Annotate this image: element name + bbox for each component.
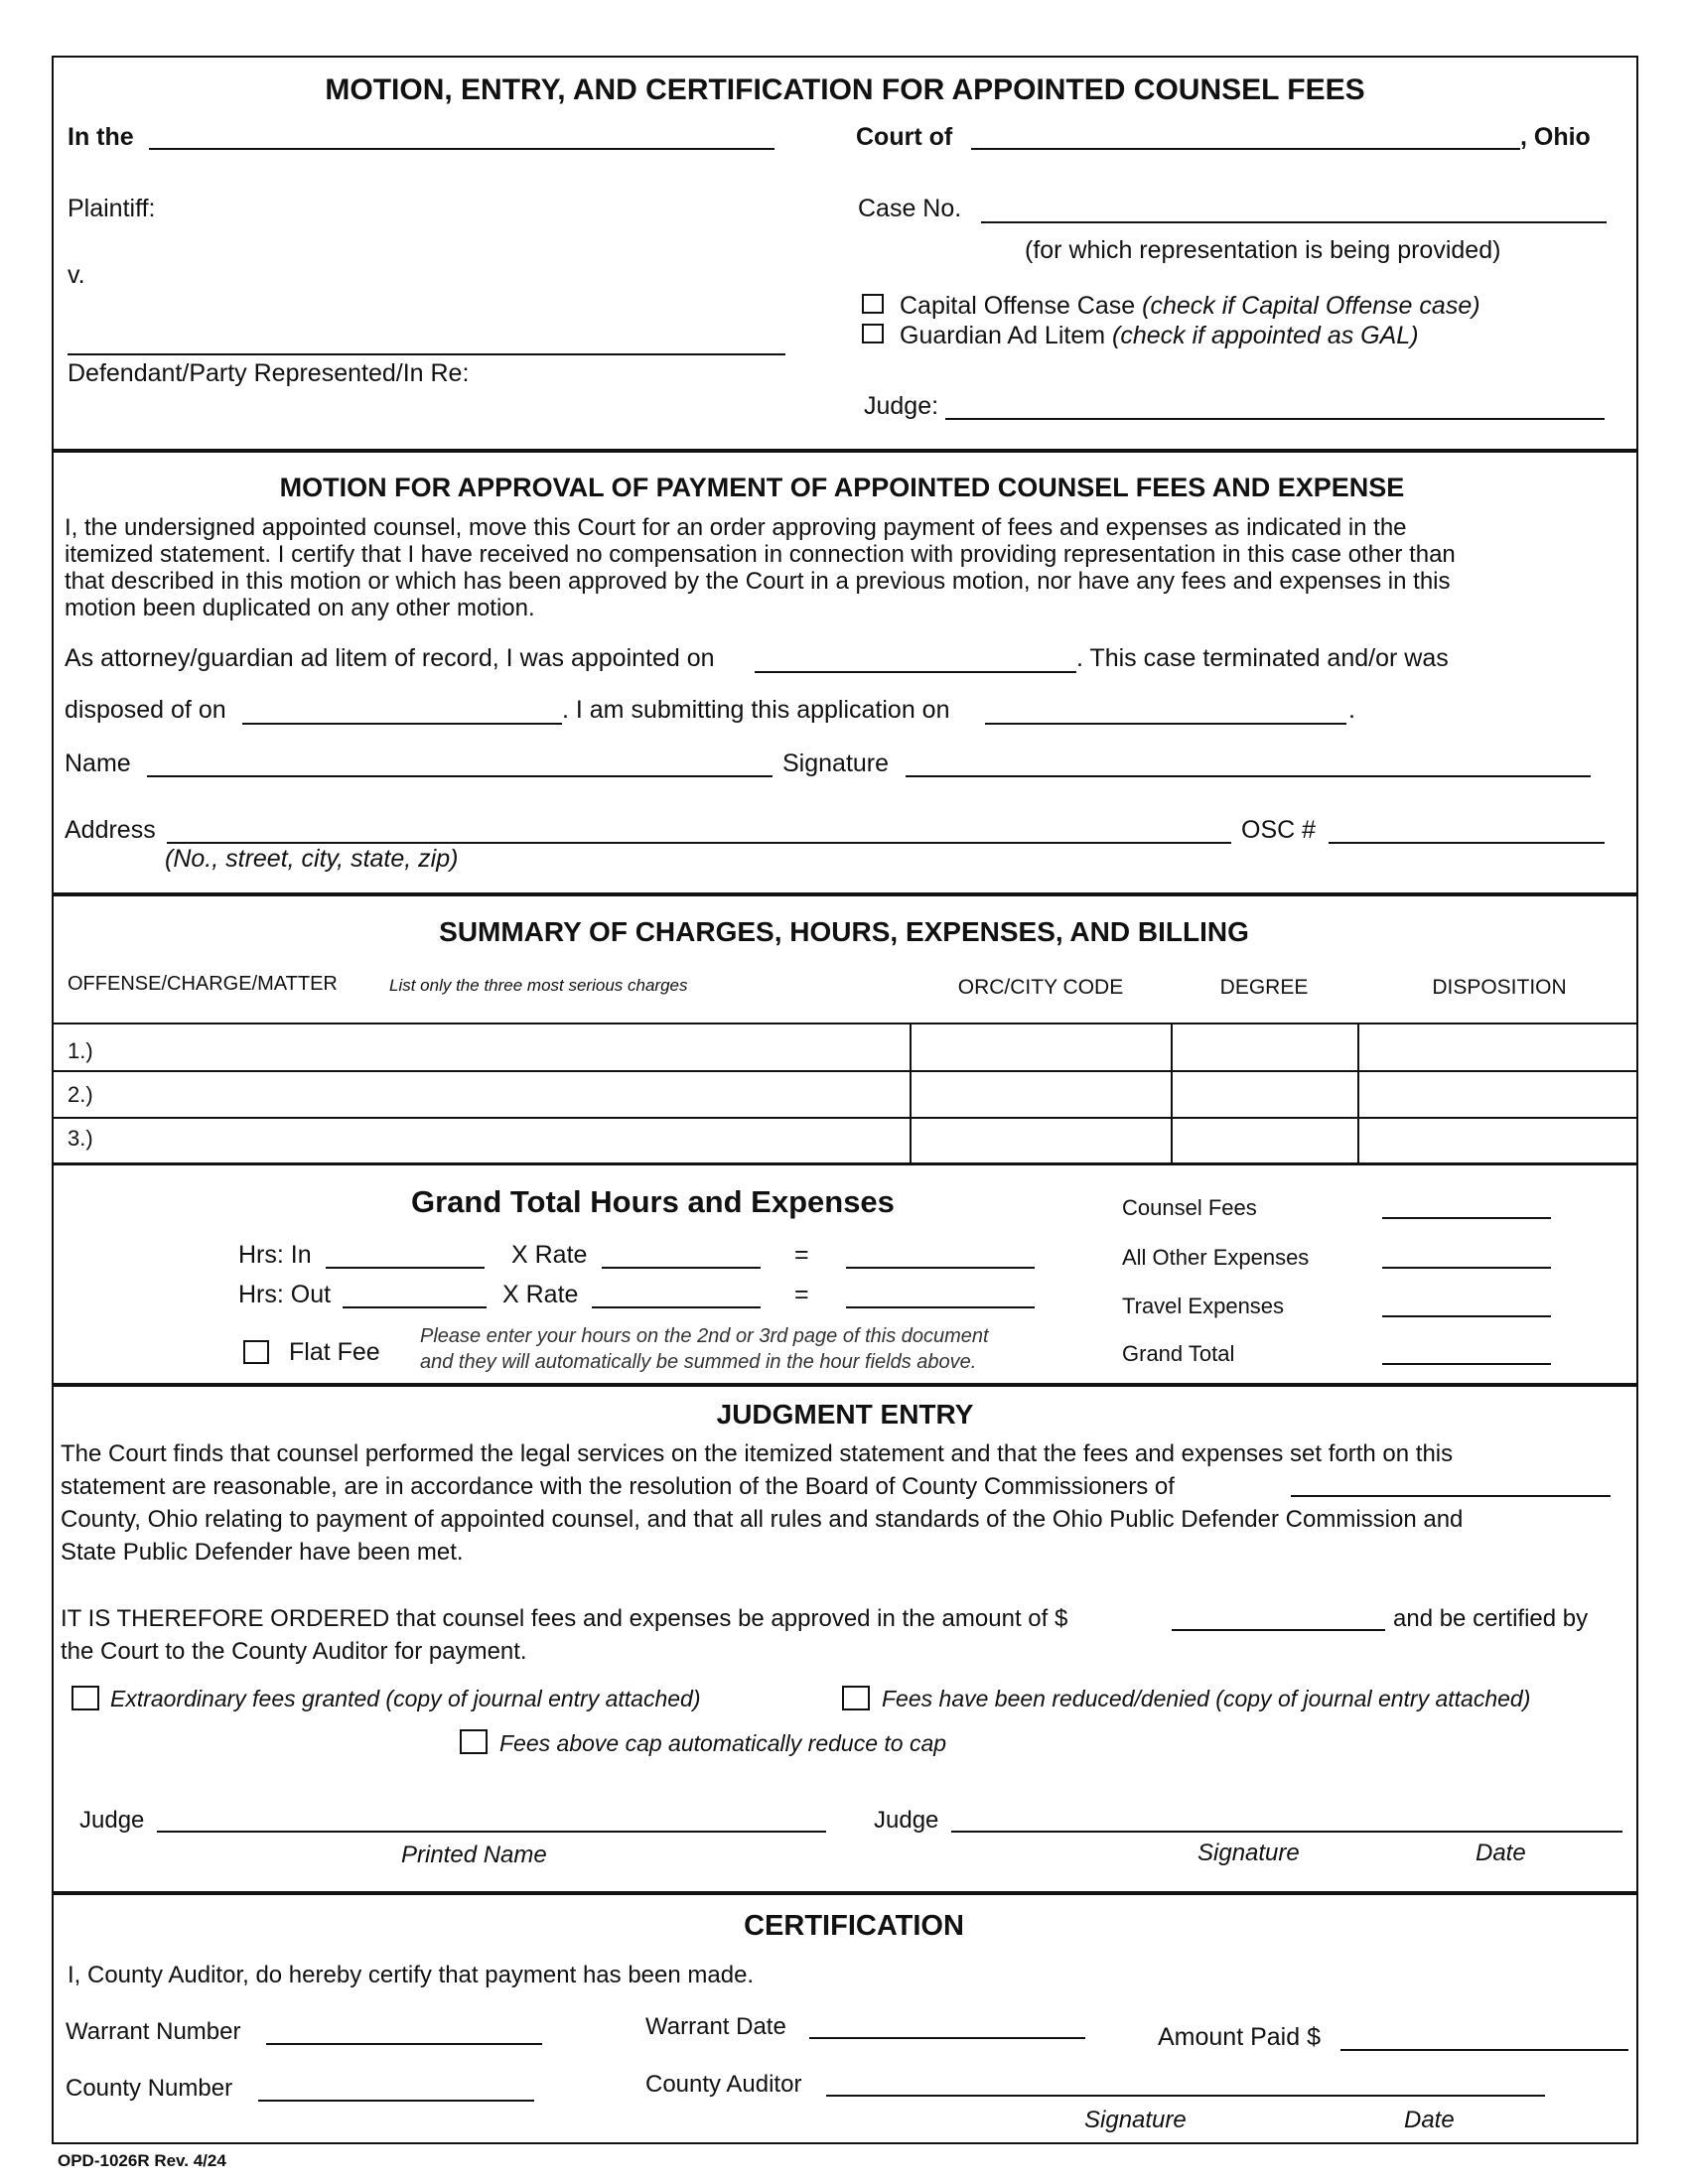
court-of-label: Court of: [856, 123, 953, 151]
judgment-title: JUDGMENT ENTRY: [716, 1399, 974, 1430]
other-expenses-label: All Other Expenses: [1122, 1245, 1310, 1270]
equals-sign: =: [794, 1281, 809, 1308]
hours-note-2: and they will automatically be summed in the hour fields above.: [420, 1351, 977, 1373]
warrant-date-field[interactable]: [809, 2037, 1085, 2039]
counsel-fees-field[interactable]: [1382, 1217, 1551, 1219]
capital-offense-checkbox[interactable]: [862, 294, 884, 314]
extraordinary-fees-checkbox[interactable]: [71, 1686, 99, 1710]
submitting-label: . I am submitting this application on: [562, 696, 950, 724]
rate-in-field[interactable]: [602, 1267, 761, 1269]
amount-paid-label: Amount Paid $: [1158, 2023, 1321, 2051]
section-divider: [52, 1162, 1638, 1165]
total-in-field[interactable]: [846, 1267, 1035, 1269]
judge-signature-field[interactable]: [951, 1831, 1622, 1833]
capital-offense-label: Capital Offense Case (check if Capital Offense case): [900, 292, 1480, 320]
ordered-text-end: and be certified by: [1393, 1605, 1589, 1632]
judge-signature-label: Judge: [874, 1807, 939, 1834]
table-line: [52, 1070, 1638, 1072]
table-col-line: [910, 1023, 912, 1164]
other-expenses-field[interactable]: [1382, 1267, 1551, 1269]
appointed-date-field[interactable]: [755, 671, 1076, 673]
disposed-date-field[interactable]: [242, 723, 562, 725]
hrs-out-field[interactable]: [343, 1306, 487, 1308]
form-title: MOTION, ENTRY, AND CERTIFICATION FOR APPOINTED COUNSEL FEES: [325, 73, 1365, 106]
above-cap-checkbox[interactable]: [460, 1729, 488, 1754]
certification-title: CERTIFICATION: [744, 1910, 964, 1942]
board-county-field[interactable]: [1291, 1495, 1611, 1497]
motion-title: MOTION FOR APPROVAL OF PAYMENT OF APPOINTED COUNSEL FEES AND EXPENSE: [279, 473, 1405, 502]
guardian-ad-litem-checkbox[interactable]: [862, 324, 884, 343]
totals-title: Grand Total Hours and Expenses: [411, 1184, 895, 1219]
defendant-field[interactable]: [68, 353, 785, 355]
plaintiff-label: Plaintiff:: [68, 195, 156, 222]
fees-reduced-checkbox[interactable]: [842, 1686, 870, 1710]
total-out-field[interactable]: [846, 1306, 1035, 1308]
address-hint: (No., street, city, state, zip): [165, 845, 459, 873]
county-auditor-label: County Auditor: [645, 2071, 802, 2098]
grand-total-label: Grand Total: [1122, 1341, 1235, 1366]
guardian-ad-litem-label: Guardian Ad Litem (check if appointed as GAL): [900, 322, 1419, 349]
judge-printed-label: Judge: [79, 1807, 145, 1834]
table-row[interactable]: 2.): [68, 1082, 93, 1107]
case-note: (for which representation is being provided): [1025, 236, 1501, 264]
table-col-line: [1171, 1023, 1173, 1164]
table-row[interactable]: 1.): [68, 1038, 93, 1063]
court-name-field[interactable]: [149, 148, 774, 150]
col-offense: OFFENSE/CHARGE/MATTER: [68, 973, 338, 995]
judgment-paragraph: The Court finds that counsel performed the legal services on the itemized statement and that the fees and expenses set forth on this statement are reasonable, are in accordance with the resolution of the Board of County Commissioners of County, Ohio relating to payment of appointed counsel, and that all rules and standards of the Ohio Public Defender Commission and State Public Defender have been met.: [61, 1440, 1464, 1566]
court-county-field[interactable]: [971, 148, 1520, 150]
case-no-label: Case No.: [858, 195, 962, 222]
ordered-text: IT IS THEREFORE ORDERED that counsel fees and expenses be approved in the amount of $: [61, 1605, 1068, 1632]
table-line: [52, 1117, 1638, 1119]
col-degree: DEGREE: [1219, 976, 1309, 999]
x-rate-label: X Rate: [511, 1241, 588, 1269]
flat-fee-checkbox[interactable]: [243, 1340, 269, 1364]
counsel-fees-label: Counsel Fees: [1122, 1195, 1257, 1220]
ohio-label: , Ohio: [1520, 123, 1591, 151]
col-disposition: DISPOSITION: [1432, 976, 1567, 999]
hrs-out-label: Hrs: Out: [238, 1281, 332, 1308]
period: .: [1348, 696, 1355, 724]
summary-title: SUMMARY OF CHARGES, HOURS, EXPENSES, AND BILLING: [439, 916, 1249, 947]
warrant-number-field[interactable]: [266, 2043, 542, 2045]
ordered-text-2: the Court to the County Auditor for payment.: [61, 1638, 527, 1665]
section-divider: [52, 892, 1638, 896]
case-no-field[interactable]: [981, 221, 1607, 223]
address-field[interactable]: [167, 842, 1231, 844]
disposed-on-label: disposed of on: [65, 696, 226, 724]
table-row[interactable]: 3.): [68, 1126, 93, 1151]
warrant-number-label: Warrant Number: [66, 2018, 241, 2045]
fees-reduced-label: Fees have been reduced/denied (copy of journal entry attached): [882, 1686, 1531, 1711]
auditor-date-caption: Date: [1404, 2107, 1455, 2133]
approved-amount-field[interactable]: [1172, 1629, 1385, 1631]
header-judge-field[interactable]: [945, 418, 1605, 420]
county-number-label: County Number: [66, 2075, 233, 2102]
equals-sign: =: [794, 1241, 809, 1269]
counsel-name-field[interactable]: [147, 775, 773, 777]
grand-total-field[interactable]: [1382, 1363, 1551, 1365]
hours-note-1: Please enter your hours on the 2nd or 3rd page of this document: [420, 1325, 989, 1347]
signature-label: Signature: [782, 750, 890, 777]
county-number-field[interactable]: [258, 2100, 534, 2102]
appointed-on-label: As attorney/guardian ad litem of record, I was appointed on: [65, 644, 715, 672]
travel-expenses-label: Travel Expenses: [1122, 1294, 1285, 1318]
section-divider: [52, 449, 1638, 453]
flat-fee-label: Flat Fee: [289, 1338, 380, 1366]
section-divider: [52, 1383, 1638, 1387]
col-offense-note: List only the three most serious charges: [389, 976, 688, 995]
judge-date-caption: Date: [1476, 1840, 1526, 1866]
hrs-in-field[interactable]: [326, 1267, 485, 1269]
osc-label: OSC #: [1241, 816, 1317, 844]
motion-paragraph: I, the undersigned appointed counsel, move this Court for an order approving payment of fees and expenses as indicated in the itemized statement. I certify that I have received no compensation in connection with providing representation in this case other than that described in this motion or which has been approved by the Court in a previous motion, nor have any fees and expenses in this motion been duplicated on any other motion.: [65, 514, 1456, 621]
auditor-signature-caption: Signature: [1084, 2107, 1187, 2133]
amount-paid-field[interactable]: [1340, 2049, 1628, 2051]
x-rate-label: X Rate: [502, 1281, 579, 1308]
osc-field[interactable]: [1329, 842, 1605, 844]
judge-printed-name-field[interactable]: [157, 1831, 826, 1833]
above-cap-label: Fees above cap automatically reduce to cap: [499, 1730, 947, 1756]
rate-out-field[interactable]: [592, 1306, 761, 1308]
col-code: ORC/CITY CODE: [957, 976, 1124, 999]
terminated-label: . This case terminated and/or was: [1076, 644, 1449, 672]
versus-label: v.: [68, 261, 85, 289]
printed-name-caption: Printed Name: [401, 1842, 547, 1868]
table-line: [52, 1023, 1638, 1024]
header-judge-label: Judge:: [864, 392, 939, 420]
extraordinary-fees-label: Extraordinary fees granted (copy of journal entry attached): [110, 1686, 701, 1711]
form-id: OPD-1026R Rev. 4/24: [58, 2151, 226, 2170]
in-the-label: In the: [68, 123, 134, 151]
table-col-line: [1357, 1023, 1359, 1164]
name-label: Name: [65, 750, 131, 777]
judge-signature-caption: Signature: [1197, 1840, 1300, 1866]
hrs-in-label: Hrs: In: [238, 1241, 312, 1269]
address-label: Address: [65, 816, 156, 844]
defendant-label: Defendant/Party Represented/In Re:: [68, 359, 470, 387]
certification-statement: I, County Auditor, do hereby certify that payment has been made.: [68, 1962, 755, 1988]
county-auditor-signature-field[interactable]: [826, 2095, 1545, 2097]
submission-date-field[interactable]: [985, 723, 1346, 725]
travel-expenses-field[interactable]: [1382, 1315, 1551, 1317]
warrant-date-label: Warrant Date: [645, 2013, 786, 2040]
counsel-signature-field[interactable]: [906, 775, 1591, 777]
section-divider: [52, 1891, 1638, 1895]
